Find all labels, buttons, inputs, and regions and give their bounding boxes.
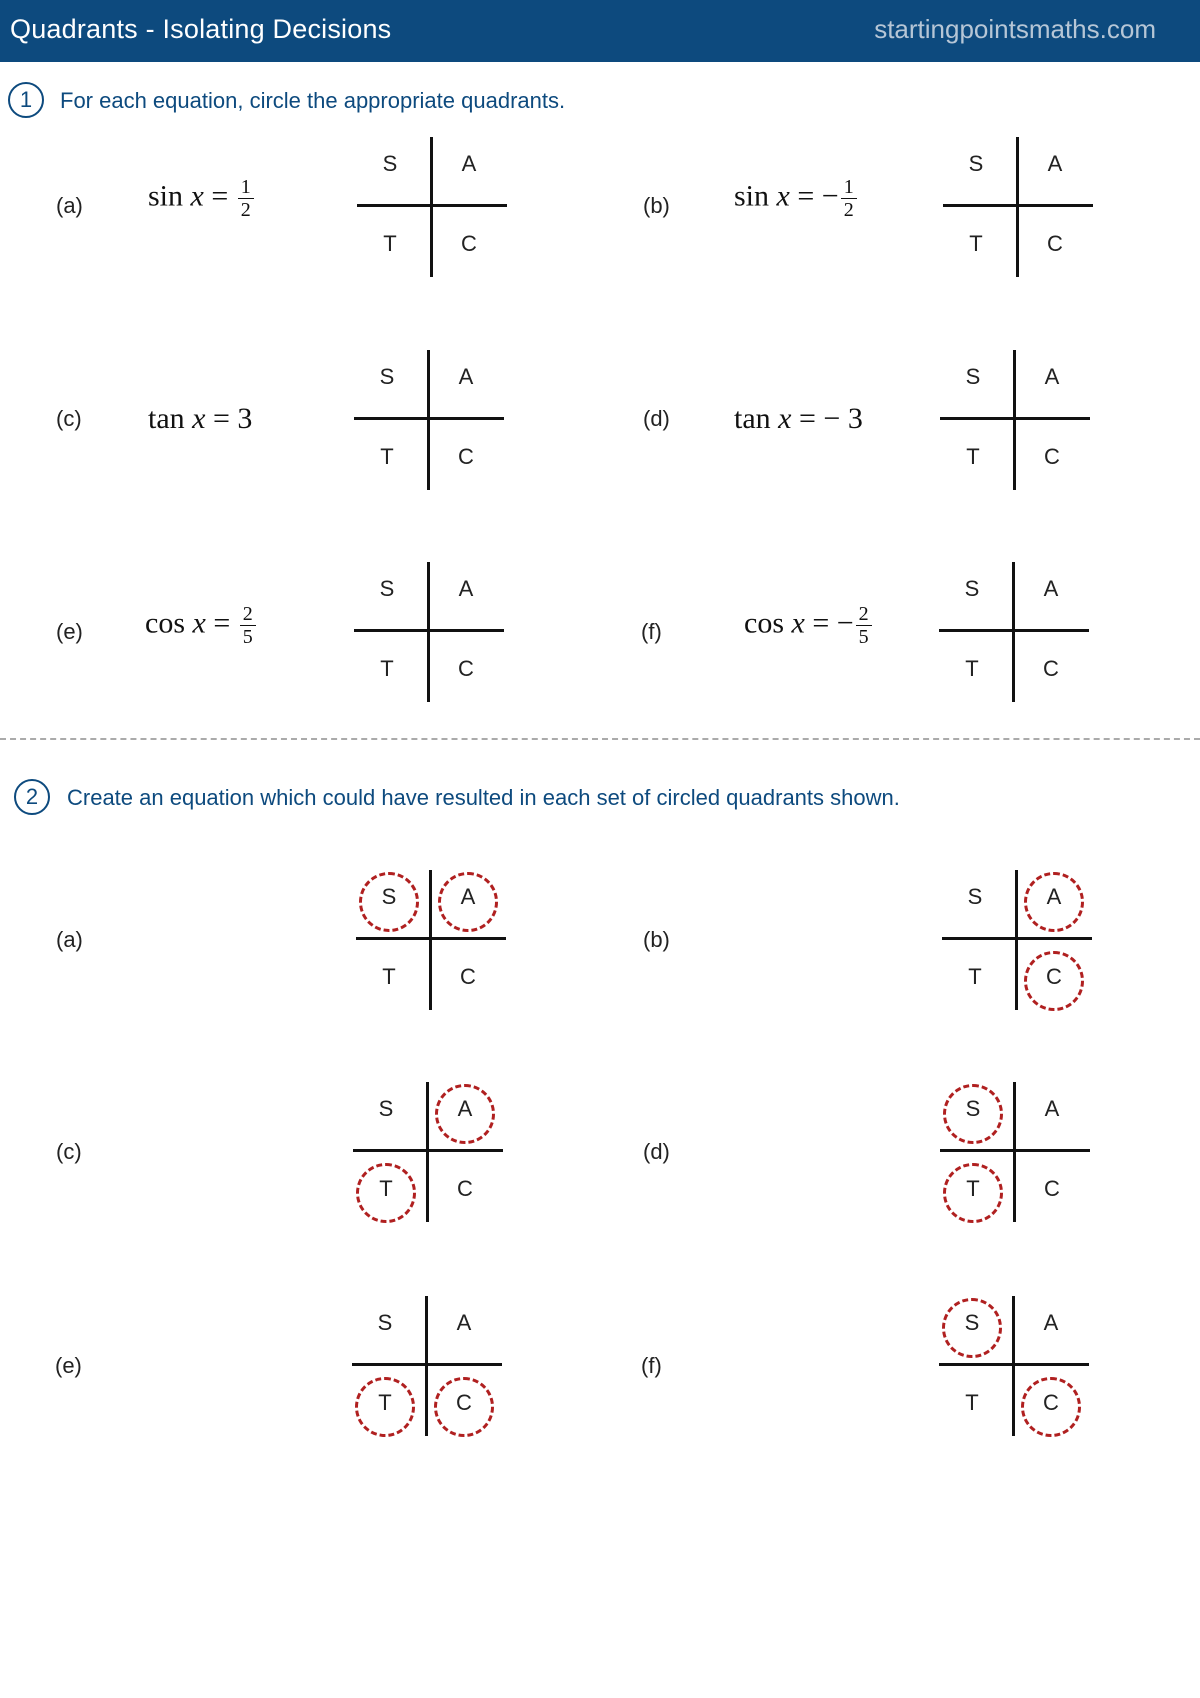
quadrant-s: S [967,884,983,909]
q1-part-label: (e) [56,619,83,644]
quadrant-c: C [1043,656,1059,681]
quadrant-a: A [1046,884,1062,909]
quadrant-diagram[interactable] [943,137,1093,277]
quadrant-diagram[interactable] [354,350,504,490]
quadrant-a: A [460,884,476,909]
quadrant-t: T [379,1176,393,1201]
quadrant-a: A [1047,151,1063,176]
quadrant-t: T [383,231,397,256]
quadrant-s: S [964,576,980,601]
q2-part-label: (b) [643,927,670,952]
q1-part-label: (b) [643,193,670,218]
q1-equation-d: tan x = − 3 [734,402,863,435]
question-2-badge: 2 [14,779,50,815]
q2-part-label: (c) [56,1139,82,1164]
q2-part-label: (a) [56,927,83,952]
quadrant-diagram[interactable] [939,1296,1089,1436]
quadrant-c: C [461,231,477,256]
quadrant-t: T [968,964,982,989]
question-1-badge: 1 [8,82,44,118]
q1-equation-c: tan x = 3 [148,402,253,435]
quadrant-diagram[interactable] [940,350,1090,490]
quadrant-diagram[interactable] [942,870,1092,1010]
quadrant-t: T [380,656,394,681]
quadrant-s: S [379,576,395,601]
quadrant-diagram[interactable] [353,1082,503,1222]
q1-equation-a: sin x = $\frac{1}{2}$ [148,176,256,221]
q2-part-label: (e) [55,1353,82,1378]
quadrant-s: S [965,1096,981,1121]
quadrant-s: S [968,151,984,176]
q1-part-label: (d) [643,406,670,431]
quadrant-s: S [377,1310,393,1335]
quadrant-s: S [382,151,398,176]
quadrant-diagram[interactable] [356,870,506,1010]
q1-equation-b: sin x = − $\frac{1}{2}$ [734,176,859,221]
page-header [0,0,1200,62]
quadrant-t: T [378,1390,392,1415]
quadrant-c: C [458,444,474,469]
quadrant-diagram[interactable] [354,562,504,702]
quadrant-t: T [965,1390,979,1415]
quadrant-a: A [458,576,474,601]
quadrant-c: C [1046,964,1062,989]
q1-part-label: (a) [56,193,83,218]
quadrant-diagram[interactable] [357,137,507,277]
quadrant-a: A [458,364,474,389]
q2-part-label: (f) [641,1353,662,1378]
quadrant-diagram[interactable] [352,1296,502,1436]
quadrant-c: C [1043,1390,1059,1415]
quadrant-s: S [964,1310,980,1335]
quadrant-t: T [966,1176,980,1201]
quadrant-diagram[interactable] [939,562,1089,702]
section-divider [0,738,1200,740]
q1-part-label: (c) [56,406,82,431]
quadrant-a: A [1043,1310,1059,1335]
quadrant-a: A [457,1096,473,1121]
quadrant-a: A [1043,576,1059,601]
quadrant-c: C [1047,231,1063,256]
quadrant-c: C [456,1390,472,1415]
quadrant-s: S [965,364,981,389]
quadrant-diagram[interactable] [940,1082,1090,1222]
q1-equation-e: cos x = $\frac{2}{5}$ [145,603,258,648]
quadrant-s: S [381,884,397,909]
quadrant-a: A [461,151,477,176]
quadrant-c: C [460,964,476,989]
quadrant-c: C [1044,1176,1060,1201]
site-link[interactable]: startingpointsmaths.com [874,14,1156,44]
question-2-prompt: Create an equation which could have resulted in each set of circled quadrants shown. [67,785,900,810]
q2-part-label: (d) [643,1139,670,1164]
quadrant-a: A [1044,1096,1060,1121]
quadrant-s: S [379,364,395,389]
q1-part-label: (f) [641,619,662,644]
quadrant-a: A [456,1310,472,1335]
quadrant-t: T [965,656,979,681]
quadrant-c: C [458,656,474,681]
quadrant-s: S [378,1096,394,1121]
quadrant-t: T [382,964,396,989]
quadrant-t: T [969,231,983,256]
quadrant-c: C [457,1176,473,1201]
question-1-prompt: For each equation, circle the appropriate quadrants. [60,88,566,113]
page-title: Quadrants - Isolating Decisions [10,14,392,44]
q1-equation-f: cos x = − $\frac{2}{5}$ [744,603,874,648]
quadrant-a: A [1044,364,1060,389]
quadrant-t: T [380,444,394,469]
quadrant-c: C [1044,444,1060,469]
quadrant-t: T [966,444,980,469]
